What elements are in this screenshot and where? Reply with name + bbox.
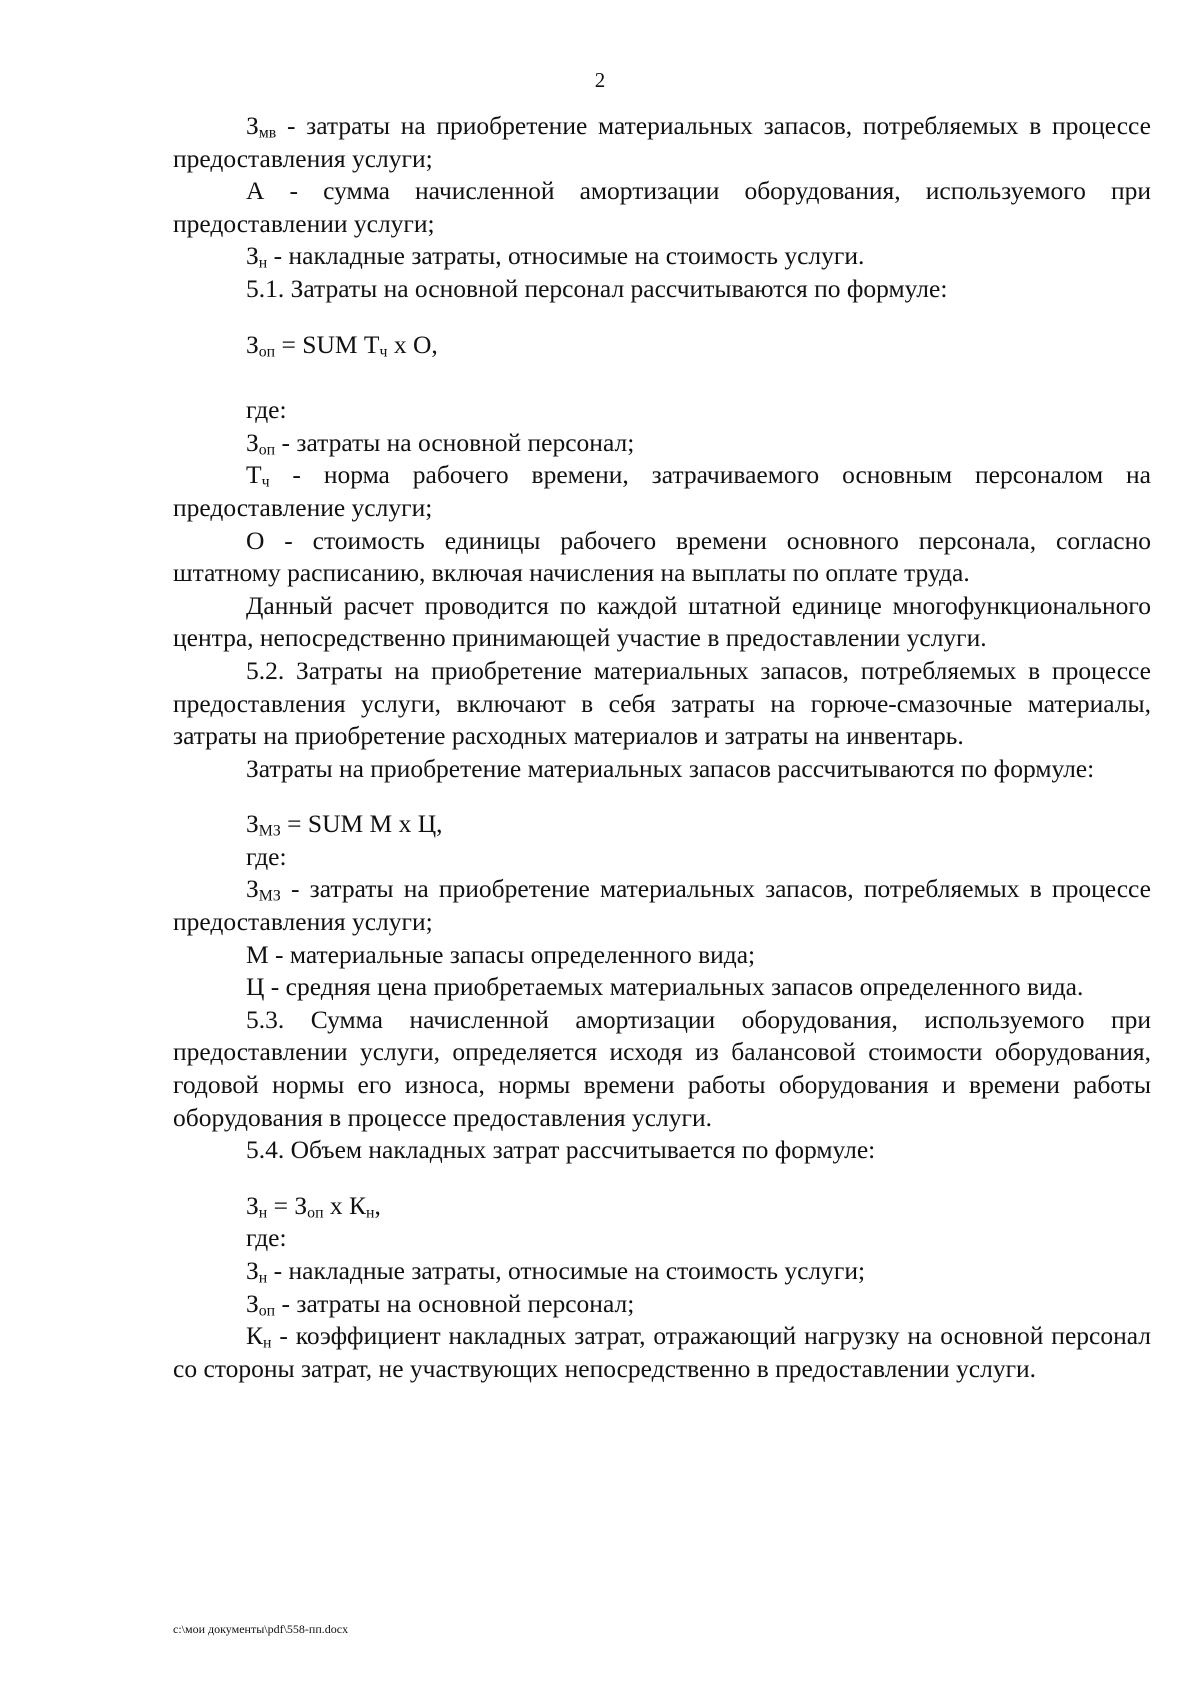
definition-tch: $Т_ч$ - норма рабочего времени, затрачиваемого основным персоналом на предоставление услуги;: [173, 460, 1151, 522]
symbol-kn: $К_н$: [349, 1190, 375, 1222]
where-label: где:: [246, 395, 287, 425]
symbol-kn: $К_н$: [246, 1321, 272, 1352]
section-5-1: 5.1. Затраты на основной персонал рассчитываются по формуле:: [246, 273, 948, 303]
definition-zmv: $З_{мв}$ - затраты на приобретение материальных запасов, потребляемых в процессе предоставления услуги;: [173, 111, 1151, 173]
section-5-4: 5.4. Объем накладных затрат рассчитывается по формуле:: [246, 1135, 876, 1165]
definition-kn: $К_н$ - коэффициент накладных затрат, отражающий нагрузку на основной персонал со стороны затрат, не участвующих непосредственно в предоставлении услуги.: [173, 1321, 1151, 1383]
formula-zop: $З_{оп}$ = SUM $Т_ч$ x О,: [246, 329, 438, 361]
where-label: где:: [246, 841, 287, 871]
symbol-zn: $З_н$: [246, 1256, 268, 1287]
calculation-note: Данный расчет проводится по каждой штатной единице многофункционального центра, непосредственно принимающей участие в предоставлении услуги.: [173, 590, 1151, 653]
symbol-zmv: $З_{мв}$: [246, 111, 277, 142]
where-label: где:: [246, 1223, 287, 1253]
definition-zn: $З_н$ - накладные затраты, относимые на стоимость услуги.: [246, 241, 865, 272]
definition-zop-2: $З_{оп}$ - затраты на основной персонал;: [246, 1288, 635, 1320]
definition-m: М - материальные запасы определенного вида;: [246, 939, 756, 969]
section-5-2: 5.2. Затраты на приобретение материальных запасов, потребляемых в процессе предоставления услуги, включают в себя затраты на горюче-смазочные материалы, затраты на приобретение расходных материалов и затраты на инвентарь.: [173, 655, 1151, 751]
symbol-zn: $З_н$: [246, 1190, 268, 1222]
symbol-zmz: $З_{МЗ}$: [246, 809, 281, 840]
formula-zn: $З_н = З_{оп}$ x $К_н$,: [246, 1190, 381, 1222]
page-number: 2: [594, 68, 606, 92]
symbol-zop: $З_{оп}$: [294, 1190, 324, 1222]
symbol-zop: $З_{оп}$: [246, 1288, 276, 1320]
definition-zmz: $З_{МЗ}$ - затраты на приобретение материальных запасов, потребляемых в процессе предоставления услуги;: [173, 874, 1151, 937]
symbol-zop: $З_{оп}$: [246, 329, 276, 361]
definition-zn-2: $З_н$ - накладные затраты, относимые на стоимость услуги;: [246, 1256, 866, 1287]
definition-ts: Ц - средняя цена приобретаемых материальных запасов определенного вида.: [246, 972, 1084, 1002]
symbol-zn: $З_н$: [246, 241, 268, 272]
symbol-zop: $З_{оп}$: [246, 427, 276, 459]
document-body: [173, 110, 1151, 1385]
section-5-3: 5.3. Сумма начисленной амортизации оборудования, используемого при предоставлении услуги, определяется исходя из балансовой стоимости оборудования, годовой нормы его износа, нормы времени работы оборудования и времени работы оборудования в процессе предоставления услуги.: [173, 1004, 1151, 1132]
symbol-tch: $Т_ч$: [363, 329, 388, 361]
formula-intro: Затраты на приобретение материальных запасов рассчитываются по формуле:: [246, 753, 1095, 783]
symbol-zmz: $З_{МЗ}$: [246, 874, 281, 905]
definition-a: А - сумма начисленной амортизации оборудования, используемого при предоставлении услуги;: [173, 176, 1151, 238]
definition-zop: $З_{оп}$ - затраты на основной персонал;: [246, 427, 635, 459]
symbol-tch: $Т_ч$: [246, 460, 270, 491]
definition-o: О - стоимость единицы рабочего времени основного персонала, согласно штатному расписанию, включая начисления на выплаты по оплате труда.: [173, 525, 1151, 588]
footer-file-path: c:\мои документы\pdf\558-пп.docx: [173, 1622, 349, 1636]
formula-zmz: $З_{МЗ}$ = SUM М x Ц,: [246, 809, 443, 840]
